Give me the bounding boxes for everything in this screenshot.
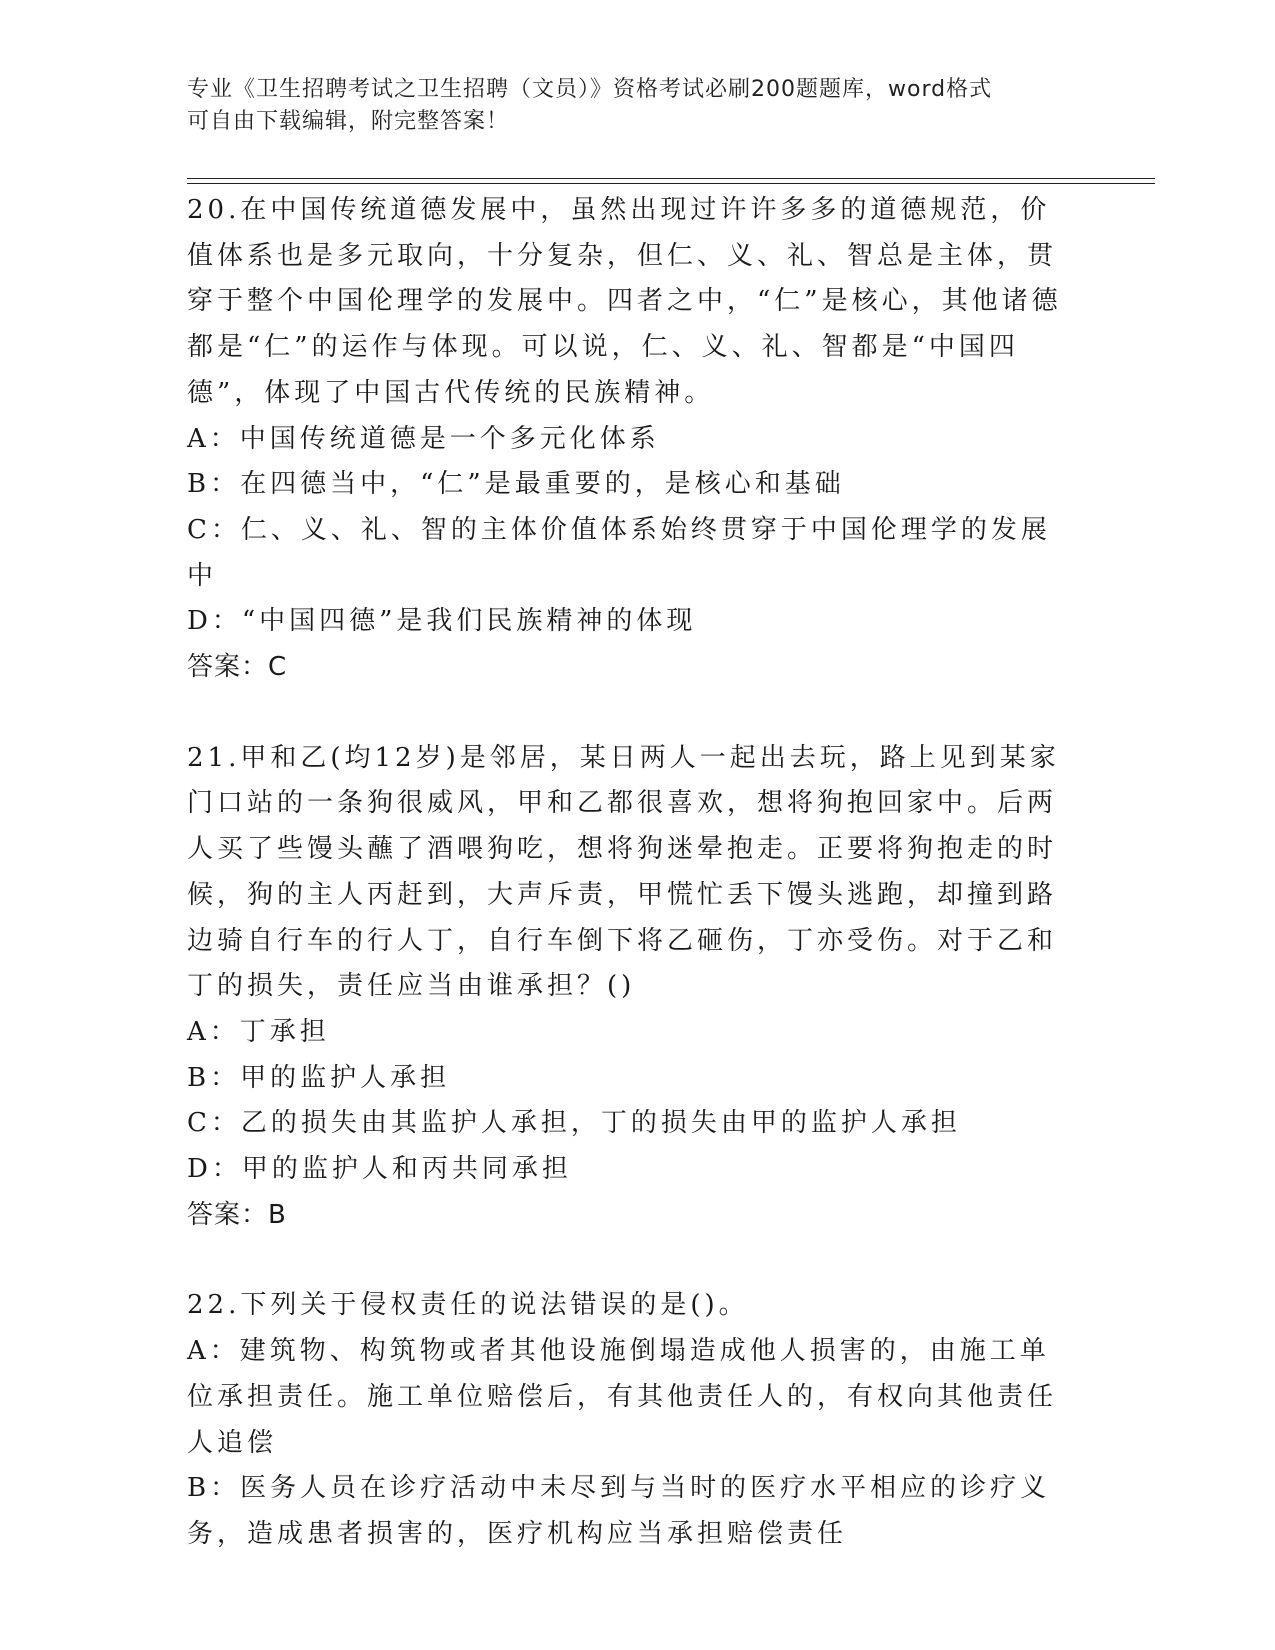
question-stem: 22.下列关于侵权责任的说法错误的是()。 (187, 1290, 749, 1321)
option-c: C：乙的损失由其监护人承担，丁的损失由甲的监护人承担 (187, 1108, 961, 1139)
header-rule-bottom (187, 183, 1155, 184)
question-list (187, 188, 1077, 1558)
header-line-1: 专业《卫生招聘考试之卫生招聘（文员）》资格考试必刷200题题库，word格式 (187, 77, 993, 102)
question-stem: 21.甲和乙(均12岁)是邻居，某日两人一起出去玩，路上见到某家门口站的一条狗很威风，甲和乙都很喜欢，想将狗抱回家中。后两人买了些馒头蘸了酒喂狗吃，想将狗迷晕抱走。正要将狗抱走的时候，狗的主人丙赶到，大声斥责，甲慌忙丢下馒头逃跑，却撞到路边骑自行车的行人丁，自行车倒下将乙砸伤，丁亦受伤。对于乙和丁的损失，责任应当由谁承担？() (187, 742, 1060, 1002)
question-stem: 20.在中国传统道德发展中，虽然出现过许许多多的道德规范，价值体系也是多元取向，十分复杂，但仁、义、礼、智总是主体，贯穿于整个中国伦理学的发展中。四者之中，“仁”是核心，其他诸德都是“仁”的运作与体现。可以说，仁、义、礼、智都是“中国四德”，体现了中国古代传统的民族精神。 (187, 195, 1062, 408)
option-b: B：甲的监护人承担 (187, 1062, 451, 1093)
answer: 答案：B (187, 1199, 287, 1230)
option-d: D：甲的监护人和丙共同承担 (187, 1154, 572, 1185)
question-21 (187, 736, 1077, 1239)
option-a: A：中国传统道德是一个多元化体系 (187, 423, 660, 454)
option-a: A：建筑物、构筑物或者其他设施倒塌造成他人损害的，由施工单位承担责任。施工单位赔偿后，有其他责任人的，有权向其他责任人追偿 (187, 1336, 1058, 1458)
page-header (187, 74, 1067, 138)
question-20 (187, 188, 1077, 691)
header-rule-top (187, 178, 1155, 179)
answer: 答案：C (187, 652, 288, 683)
option-a: A：丁承担 (187, 1016, 330, 1047)
question-22 (187, 1283, 1077, 1557)
option-b: B：医务人员在诊疗活动中未尽到与当时的医疗水平相应的诊疗义务，造成患者损害的，医疗机构应当承担赔偿责任 (187, 1473, 1051, 1549)
option-c: C：仁、义、礼、智的主体价值体系始终贯穿于中国伦理学的发展中 (187, 514, 1051, 591)
header-line-2: 可自由下载编辑，附完整答案！ (187, 109, 510, 134)
option-d: D：“中国四德”是我们民族精神的体现 (187, 606, 697, 637)
option-b: B：在四德当中，“仁”是最重要的，是核心和基础 (187, 469, 845, 500)
